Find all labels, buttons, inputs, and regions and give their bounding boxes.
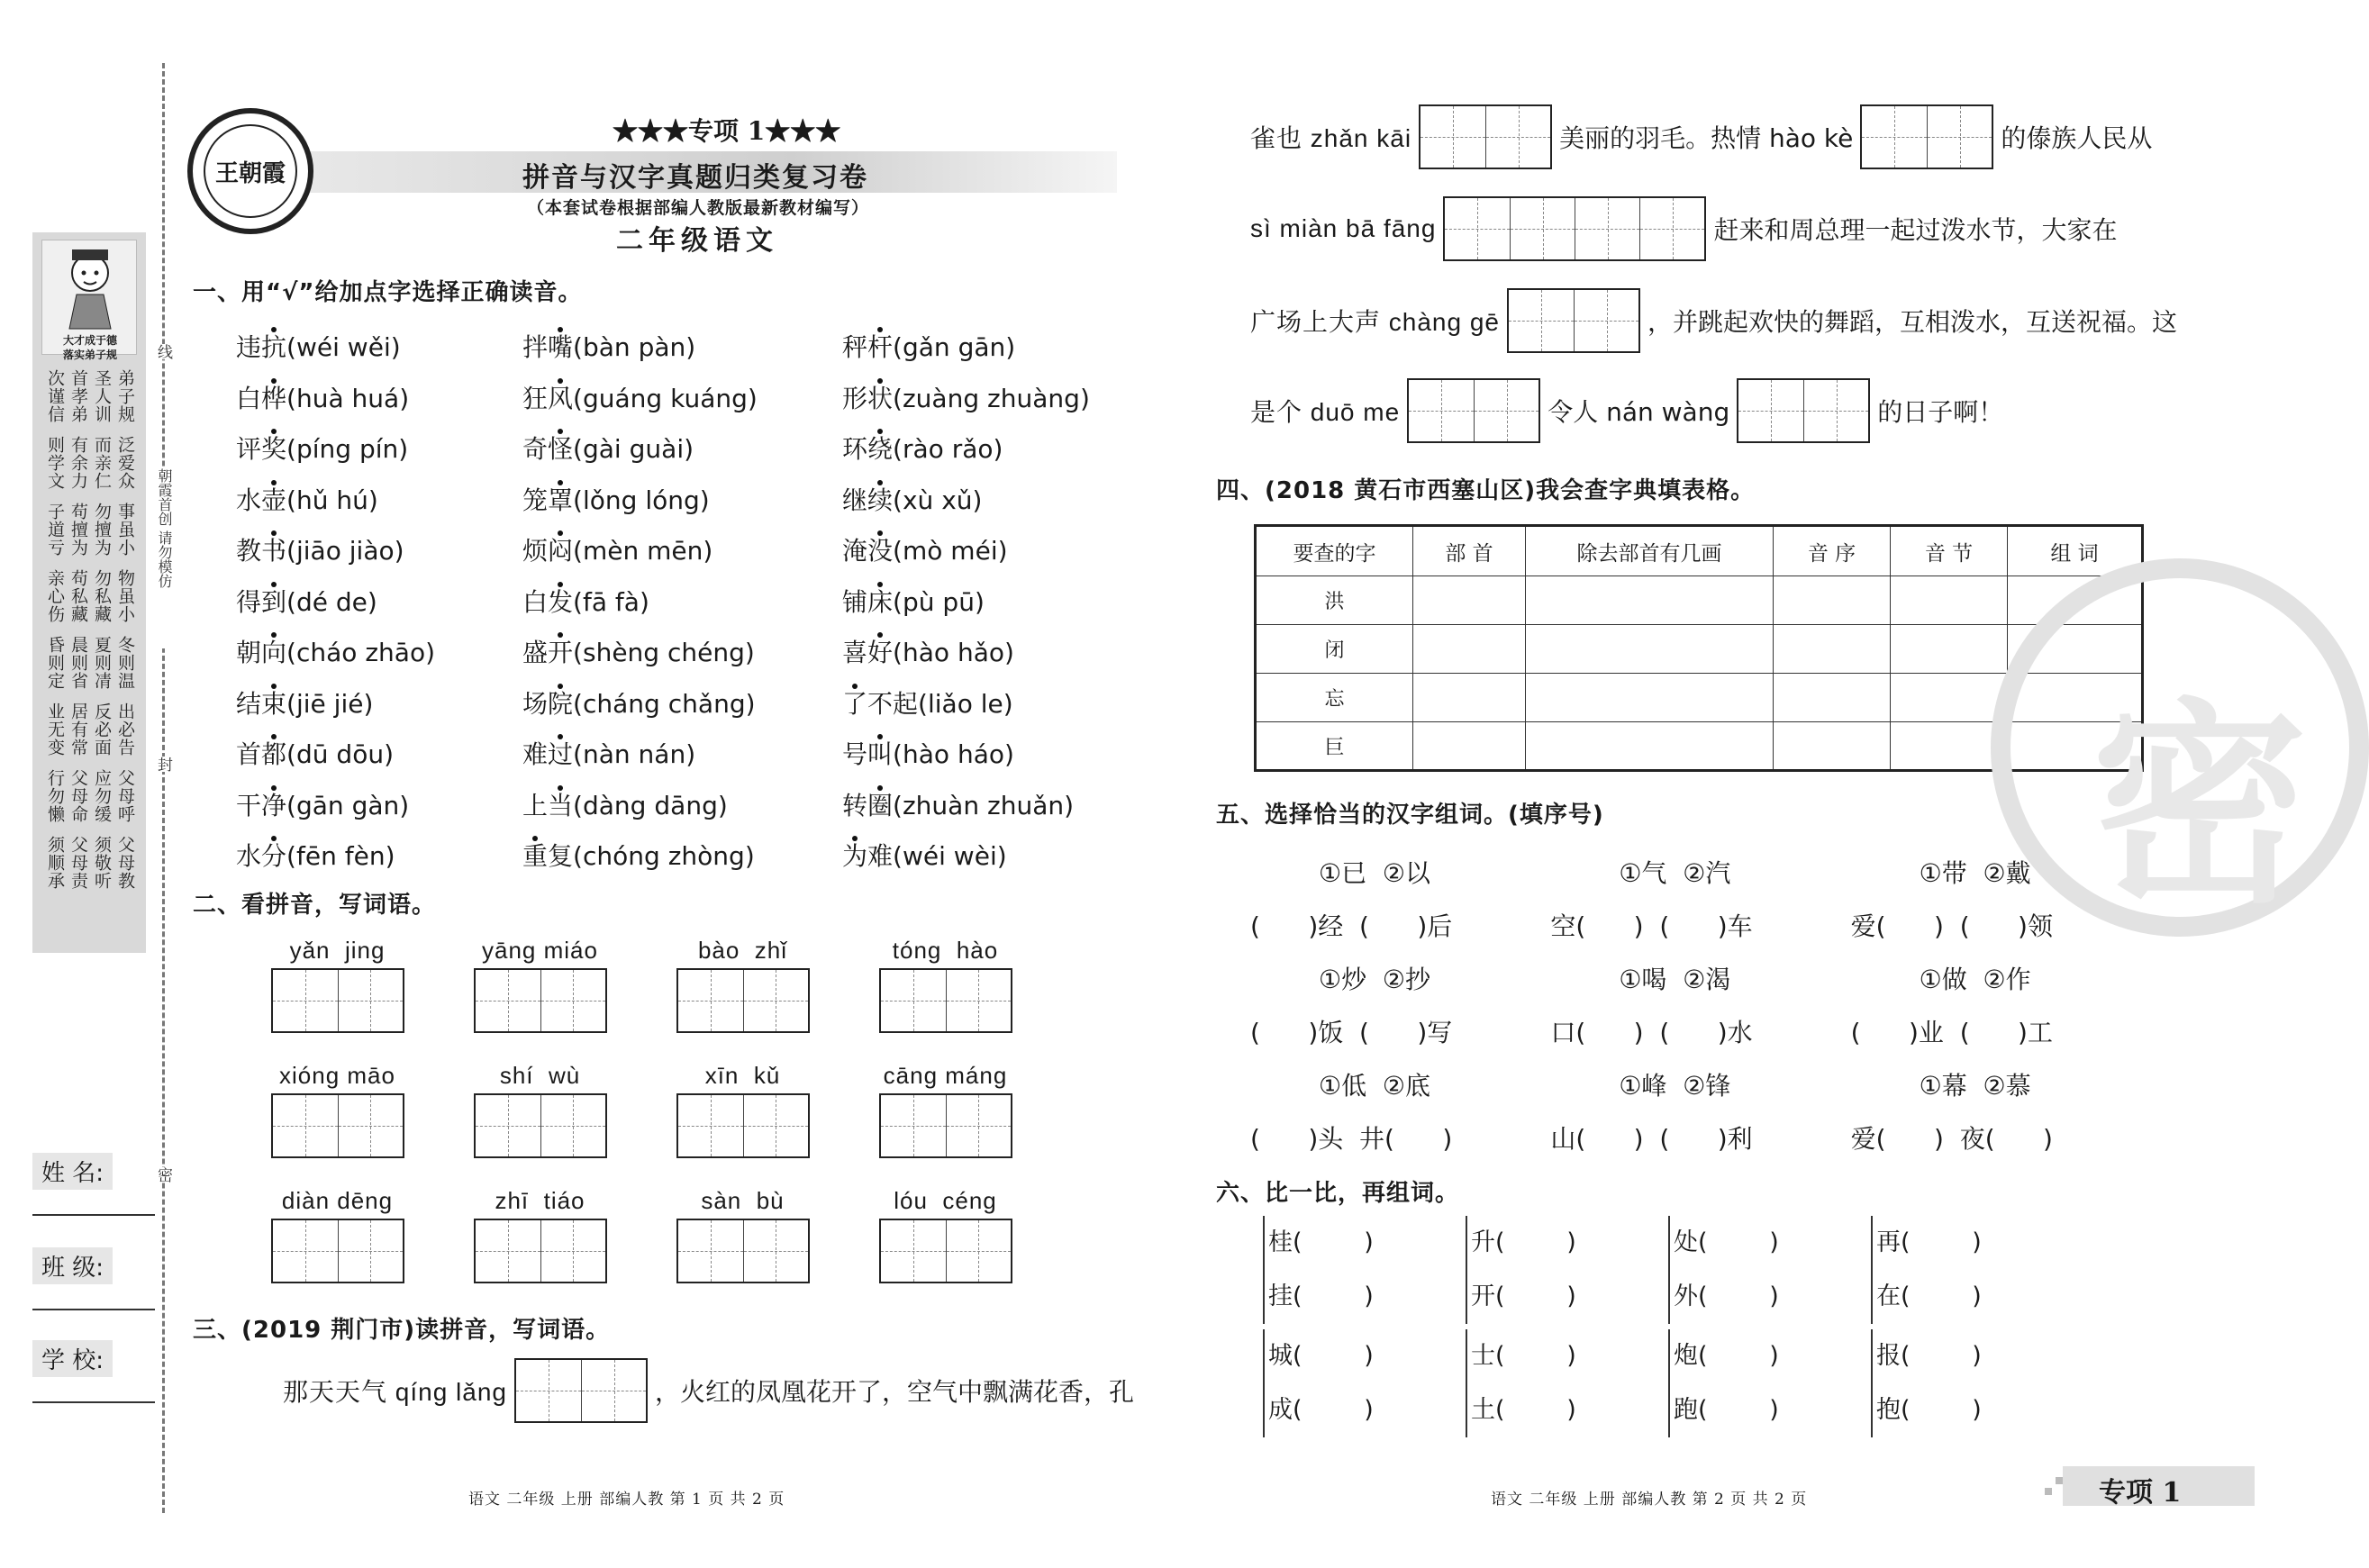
reading-choice[interactable]: 烦闷 (mèn mēn)	[522, 531, 842, 567]
class-line[interactable]	[32, 1309, 155, 1310]
q2-grid	[236, 932, 1047, 1308]
emphasis-dot	[532, 836, 538, 841]
corner-deco	[2045, 1488, 2052, 1495]
option-pair: ①低 ②底	[1319, 1070, 1431, 1101]
reading-choice[interactable]: 拌嘴 (bàn pàn)	[522, 328, 842, 364]
emphasis-dot	[271, 684, 277, 689]
emphasis-dot	[271, 632, 277, 638]
q3-line-3: sì miàn bā fāng 赶来和周总理一起过泼水节，大家在	[1250, 196, 2117, 261]
q1-row	[236, 728, 1137, 779]
compare-word-blank[interactable]: 在( )	[1876, 1282, 1982, 1310]
option-pair: ①已 ②以	[1319, 857, 1431, 888]
emphasis-dot	[877, 632, 883, 638]
pinyin-word-item	[641, 932, 844, 1057]
reading-choice[interactable]: 形状 (zuàng zhuàng)	[842, 379, 1112, 415]
fill-blank[interactable]: 山( ) ( )利	[1550, 1123, 1753, 1154]
emphasis-dot	[877, 785, 883, 791]
emphasis-dot	[558, 327, 563, 332]
reading-choice[interactable]: 笼罩 (lǒng lóng)	[522, 481, 842, 517]
option-pair: ①峰 ②锋	[1619, 1070, 1731, 1101]
pinyin-label: shí wù	[499, 1062, 581, 1089]
emphasis-dot	[877, 480, 883, 485]
reading-choice[interactable]: 白桦 (huà huá)	[236, 379, 522, 415]
table-header: 要查的字	[1256, 526, 1413, 576]
fill-blank[interactable]: 爱( ) 夜( )	[1850, 1123, 2053, 1154]
q3-line-2: 雀也 zhǎn kāi 美丽的羽毛。热情 hào kè 的傣族人民从	[1250, 104, 2152, 169]
reading-choice[interactable]: 铺床 (pù pū)	[842, 583, 1112, 619]
compare-pair	[1466, 1329, 1668, 1437]
writing-box[interactable]	[1419, 104, 1552, 169]
emphasis-dot	[558, 684, 563, 689]
table-row	[1256, 576, 2143, 625]
compare-pair	[1871, 1329, 2074, 1437]
emphasis-dot	[271, 429, 277, 434]
school-line[interactable]	[32, 1401, 155, 1403]
pinyin-word-item	[844, 1057, 1047, 1183]
pinyin-label: xióng māo	[279, 1062, 395, 1089]
reading-choice[interactable]: 环绕 (rào rǎo)	[842, 430, 1112, 466]
reading-choice[interactable]: 结束 (jiē jié)	[236, 684, 522, 721]
compare-word-blank[interactable]: 抱( )	[1876, 1396, 1982, 1424]
compare-pair	[1871, 1216, 2074, 1324]
reading-choice[interactable]: 难过 (nàn nán)	[522, 735, 842, 771]
emphasis-dot	[877, 530, 883, 536]
q1-row	[236, 321, 1137, 372]
table-header-row	[1256, 526, 2143, 576]
emphasis-dot	[271, 378, 277, 384]
q5-title: 五、选择恰当的汉字组词。(填序号)	[1216, 802, 1604, 829]
option-pair: ①带 ②戴	[1919, 857, 2031, 888]
emphasis-dot	[271, 327, 277, 332]
emphasis-dot	[877, 378, 883, 384]
fill-blank[interactable]: 空( ) ( )车	[1550, 911, 1753, 941]
lookup-char: 忘	[1256, 674, 1413, 722]
compare-word-blank[interactable]: 外( )	[1674, 1282, 1779, 1310]
emphasis-dot	[271, 836, 277, 841]
reading-choice[interactable]: 秤杆 (gǎn gān)	[842, 328, 1112, 364]
fold-line	[162, 63, 165, 1513]
corner-label: 专项 1	[2063, 1466, 2255, 1506]
compare-pair	[1668, 1329, 1871, 1437]
school-field[interactable]	[32, 1340, 155, 1377]
table-header: 音 序	[1774, 526, 1891, 576]
pinyin-word-item	[236, 932, 439, 1057]
writing-box[interactable]	[676, 1093, 810, 1158]
pinyin-word-item	[641, 1057, 844, 1183]
writing-box[interactable]	[514, 1358, 648, 1423]
q3-title: 三、(2019 荆门市)读拼音，写词语。	[193, 1317, 611, 1344]
reading-choice[interactable]: 评奖 (píng pín)	[236, 430, 522, 466]
reading-choice[interactable]: 了 不起(liǎo le)	[842, 684, 1112, 721]
writing-box[interactable]	[1407, 378, 1540, 443]
pinyin-word-item	[236, 1057, 439, 1183]
compare-word-blank[interactable]: 处( )	[1674, 1228, 1779, 1256]
writing-box[interactable]	[879, 1219, 1012, 1283]
table-header: 组 词	[2008, 526, 2143, 576]
special-label: ★★★专项 1★★★	[613, 116, 841, 146]
reading-choice[interactable]: 首都 (dū dōu)	[236, 735, 522, 771]
emphasis-dot	[271, 734, 277, 739]
pinyin-label: xīn kǔ	[704, 1062, 781, 1089]
reading-choice[interactable]: 号叫 (hào háo)	[842, 735, 1112, 771]
emphasis-dot	[271, 530, 277, 536]
q3-line-5: 是个 duō me 令人 nán wàng 的日子啊！	[1250, 378, 2003, 443]
pinyin-word-item	[439, 932, 641, 1057]
compare-word-blank[interactable]: 土( )	[1471, 1396, 1576, 1424]
writing-box[interactable]	[1860, 104, 1993, 169]
q1-row	[236, 474, 1137, 525]
emphasis-dot	[877, 429, 883, 434]
emphasis-dot	[558, 429, 563, 434]
emphasis-dot	[558, 480, 563, 485]
pinyin-label: sàn bù	[701, 1187, 785, 1214]
class-field[interactable]	[32, 1247, 155, 1284]
writing-box[interactable]	[879, 1093, 1012, 1158]
emphasis-dot	[558, 734, 563, 739]
option-pair: ①气 ②汽	[1619, 857, 1731, 888]
q1-title: 一、用“√”给加点字选择正确读音。	[193, 279, 583, 306]
pinyin-label: lóu céng	[894, 1187, 997, 1214]
writing-box[interactable]	[474, 1093, 607, 1158]
writing-box[interactable]	[1507, 288, 1640, 353]
writing-box[interactable]	[474, 1219, 607, 1283]
emphasis-dot	[877, 734, 883, 739]
reading-choice[interactable]: 水分 (fēn fèn)	[236, 837, 522, 873]
reading-choice[interactable]: 继续 (xù xǔ)	[842, 481, 1112, 517]
fill-blank[interactable]: ( )业 ( )工	[1850, 1017, 2053, 1047]
reading-choice[interactable]: 场院 (cháng chǎng)	[522, 684, 842, 721]
pinyin-word-item	[641, 1183, 844, 1308]
option-pair: ①幕 ②慕	[1919, 1070, 2031, 1101]
compare-pair	[1668, 1216, 1871, 1324]
pinyin-word-item	[844, 1183, 1047, 1308]
motto: 大才成于德 落实弟子规	[62, 334, 117, 361]
page-title: 拼音与汉字真题归类复习卷	[522, 162, 868, 194]
compare-word-blank[interactable]: 炮( )	[1674, 1342, 1779, 1370]
q3-line-1: 那天天气 qíng lǎng ，火红的凤凰花开了，空气中飘满花香，孔	[283, 1358, 1134, 1423]
q1-row	[236, 779, 1137, 830]
fill-blank[interactable]: ( )经 ( )后	[1250, 911, 1453, 941]
margin-tag-xian: 线	[151, 344, 175, 359]
emphasis-dot	[877, 582, 883, 587]
emphasis-dot	[558, 378, 563, 384]
lookup-char: 洪	[1256, 576, 1413, 625]
compare-pair	[1466, 1216, 1668, 1324]
margin-tag-mi: 密	[151, 1167, 175, 1183]
fill-blank[interactable]: 爱( ) ( )领	[1850, 911, 2053, 941]
fill-blank[interactable]: 口( ) ( )水	[1550, 1017, 1753, 1047]
table-header: 部 首	[1413, 526, 1526, 576]
sidebar-panel	[32, 232, 146, 953]
compare-word-blank[interactable]: 开( )	[1471, 1282, 1576, 1310]
q1-row	[236, 576, 1137, 627]
reading-choice[interactable]: 奇怪 (gài guài)	[522, 430, 842, 466]
emphasis-dot	[271, 785, 277, 791]
footer-page-1: 语文 二年级 上册 部编人教 第 1 页 共 2 页	[468, 1491, 785, 1509]
writing-box[interactable]	[676, 968, 810, 1033]
class-label: 班 级:	[32, 1247, 113, 1284]
reading-choice[interactable]: 狂风 (guáng kuáng)	[522, 379, 842, 415]
grade-subject: 二年级语文	[616, 225, 778, 257]
reading-choice[interactable]: 转圈 (zhuàn zhuǎn)	[842, 786, 1112, 822]
compare-pair	[1263, 1329, 1466, 1437]
pinyin-label: bào zhǐ	[697, 937, 788, 964]
reading-choice[interactable]: 淹没 (mò méi)	[842, 531, 1112, 567]
q1-row	[236, 372, 1137, 423]
option-pair: ①喝 ②渴	[1619, 964, 1731, 994]
emphasis-dot	[558, 530, 563, 536]
q4-title: 四、(2018 黄石市西塞山区)我会查字典填表格。	[1216, 477, 1756, 504]
reading-choice[interactable]: 白发 (fā fà)	[522, 583, 842, 619]
pinyin-label: cāng máng	[883, 1062, 1008, 1089]
fill-blank[interactable]: ( )头 井( )	[1250, 1123, 1453, 1154]
watermark-seal: 密	[1991, 558, 2369, 937]
writing-box[interactable]	[676, 1219, 810, 1283]
table-header: 音 节	[1891, 526, 2008, 576]
reading-choice[interactable]: 盛开 (shèng chéng)	[522, 633, 842, 669]
writing-box[interactable]	[474, 968, 607, 1033]
q6-grid	[1263, 1216, 2074, 1443]
compare-word-blank[interactable]: 跑( )	[1674, 1396, 1779, 1424]
q5-grid	[1250, 845, 2151, 1164]
corner-deco	[2056, 1477, 2063, 1484]
reading-choice[interactable]: 为 难(wéi wèi)	[842, 837, 1112, 873]
lookup-char: 巨	[1256, 722, 1413, 771]
pinyin-word-item	[439, 1057, 641, 1183]
writing-box[interactable]	[879, 968, 1012, 1033]
lookup-char: 闭	[1256, 625, 1413, 674]
writing-box[interactable]	[1737, 378, 1870, 443]
emphasis-dot	[558, 582, 563, 587]
name-label: 姓 名:	[32, 1153, 113, 1190]
compare-word-blank[interactable]: 成( )	[1268, 1396, 1374, 1424]
pinyin-label: yǎn jing	[289, 937, 386, 964]
q1-grid	[236, 321, 1137, 881]
q1-row	[236, 677, 1137, 729]
writing-box[interactable]	[271, 1093, 404, 1158]
margin-tag-original: 朝霞首创 请勿模仿	[151, 468, 175, 648]
name-field[interactable]	[32, 1153, 155, 1190]
q1-row	[236, 626, 1137, 677]
pinyin-label: diàn dēng	[281, 1187, 394, 1214]
q1-row	[236, 829, 1137, 881]
reading-choice[interactable]: 上当 (dàng dāng)	[522, 786, 842, 822]
pinyin-word-item	[439, 1183, 641, 1308]
compare-word-blank[interactable]: 挂( )	[1268, 1282, 1374, 1310]
reading-choice[interactable]: 重 复(chóng zhòng)	[522, 837, 842, 873]
emphasis-dot	[877, 327, 883, 332]
reading-choice[interactable]: 违抗 (wéi wěi)	[236, 328, 522, 364]
pinyin-label: zhī tiáo	[495, 1187, 585, 1214]
compare-word-blank[interactable]: 再( )	[1876, 1228, 1982, 1256]
pinyin-word-item	[236, 1183, 439, 1308]
q1-row	[236, 524, 1137, 576]
pinyin-label: tóng hào	[892, 937, 999, 964]
q2-title: 二、看拼音，写词语。	[193, 892, 437, 919]
footer-page-2: 语文 二年级 上册 部编人教 第 2 页 共 2 页	[1491, 1491, 1808, 1509]
school-label: 学 校:	[32, 1340, 113, 1377]
compare-word-blank[interactable]: 城( )	[1268, 1342, 1374, 1370]
compare-pair	[1263, 1216, 1466, 1324]
fill-blank[interactable]: ( )饭 ( )写	[1250, 1017, 1453, 1047]
q6-title: 六、比一比，再组词。	[1216, 1180, 1460, 1207]
pinyin-label: yāng miáo	[482, 937, 598, 964]
writing-box[interactable]	[1443, 196, 1706, 261]
emphasis-dot	[558, 785, 563, 791]
emphasis-dot	[852, 836, 858, 841]
emphasis-dot	[852, 684, 858, 689]
reading-choice[interactable]: 教书 (jiāo jiào)	[236, 531, 522, 567]
writing-box[interactable]	[271, 1219, 404, 1283]
pinyin-word-item	[844, 932, 1047, 1057]
edition-note: （本套试卷根据部编人教版最新教材编写）	[527, 198, 870, 218]
q3-line-4: 广场上大声 chàng gē ，并跳起欢快的舞蹈，互相泼水，互送祝福。这	[1250, 288, 2177, 353]
reading-choice[interactable]: 喜好 (hào hǎo)	[842, 633, 1112, 669]
margin-tag-feng: 封	[151, 757, 175, 772]
option-pair: ①做 ②作	[1919, 964, 2031, 994]
option-pair: ①炒 ②抄	[1319, 964, 1431, 994]
compare-word-blank[interactable]: 升( )	[1471, 1228, 1576, 1256]
table-header: 除去部首有几画	[1526, 526, 1774, 576]
reading-choice[interactable]: 水壶 (hǔ hú)	[236, 481, 522, 517]
name-line[interactable]	[32, 1214, 155, 1216]
q1-row	[236, 422, 1137, 474]
compare-word-blank[interactable]: 报( )	[1876, 1342, 1982, 1370]
reading-choice[interactable]: 朝向 (cháo zhāo)	[236, 633, 522, 669]
emphasis-dot	[558, 632, 563, 638]
reading-choice[interactable]: 得到 (dé de)	[236, 583, 522, 619]
emphasis-dot	[271, 582, 277, 587]
brand-logo: 王朝霞	[187, 108, 313, 234]
dizigui-verses: 弟子规 圣人训 首孝弟 次谨信 泛爱众 而亲仁 有余力 则学文 事虽小 勿擅为 苟擅为 子道亏 物虽小 勿私藏 苟私藏 亲心伤 冬则温 夏则凊 晨则省 昏则定 出必告 反必面 居有常 业无变 父母呼 应勿缓 父母命 行勿懒 父母教 须敬听 父母责 须顺承	[45, 369, 135, 890]
emphasis-dot	[271, 480, 277, 485]
compare-word-blank[interactable]: 士( )	[1471, 1342, 1576, 1370]
compare-word-blank[interactable]: 桂( )	[1268, 1228, 1374, 1256]
writing-box[interactable]	[271, 968, 404, 1033]
reading-choice[interactable]: 干净 (gān gàn)	[236, 786, 522, 822]
